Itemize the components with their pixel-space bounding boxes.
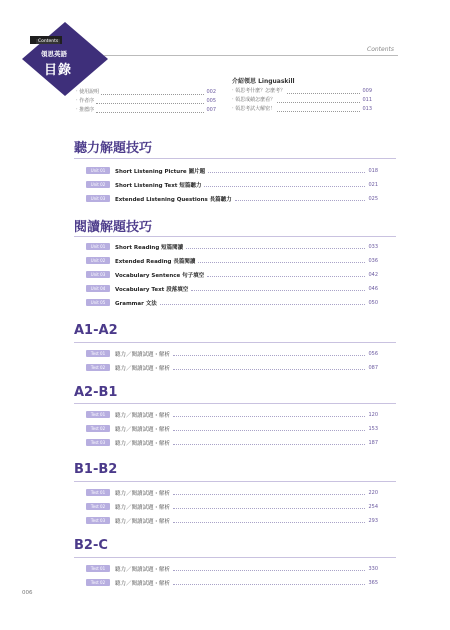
toc-entry[interactable] bbox=[86, 578, 378, 587]
unit-tag: Unit 01 bbox=[86, 243, 110, 250]
entry-label: 聽力／閱讀試題・解析 bbox=[115, 412, 171, 419]
leader-dots bbox=[277, 107, 360, 112]
toc-entry[interactable] bbox=[86, 242, 378, 251]
entry-page: 033 bbox=[368, 243, 378, 250]
test-tag: Test 03 bbox=[86, 517, 110, 524]
leader-dots bbox=[198, 258, 365, 263]
toc-entry[interactable] bbox=[86, 194, 378, 203]
toc-entry[interactable] bbox=[86, 438, 378, 447]
contents-word: Contents bbox=[367, 46, 394, 53]
contents-badge bbox=[22, 22, 108, 96]
toc-entry[interactable] bbox=[86, 502, 378, 511]
entry-label: 聽力／閱讀試題・解析 bbox=[115, 351, 171, 358]
leader-dots bbox=[173, 580, 365, 585]
section-divider bbox=[74, 403, 396, 404]
entry-page: 018 bbox=[368, 167, 378, 174]
intro-item-page: 007 bbox=[206, 107, 216, 113]
entry-label: Extended Listening Questions 長篇聽力 bbox=[115, 196, 232, 203]
leader-dots bbox=[173, 412, 365, 417]
entry-label: Extended Reading 長篇閱讀 bbox=[115, 258, 196, 265]
entry-page: 056 bbox=[368, 350, 378, 357]
intro-item-label: ‧ 領思考試大解密！ bbox=[232, 106, 276, 112]
intro-item-label: ‧ 領思成績怎麼看？ bbox=[232, 97, 276, 103]
entry-page: 220 bbox=[368, 489, 378, 496]
leader-dots bbox=[173, 504, 365, 509]
entry-label: 聽力／閱讀試題・解析 bbox=[115, 518, 171, 525]
leader-dots bbox=[101, 90, 204, 95]
toc-entry[interactable] bbox=[86, 349, 378, 358]
unit-tag: Unit 02 bbox=[86, 181, 110, 188]
leader-dots bbox=[160, 300, 366, 305]
entry-label: 聽力／閱讀試題・解析 bbox=[115, 365, 171, 372]
header-divider bbox=[104, 55, 398, 56]
test-tag: Test 01 bbox=[86, 411, 110, 418]
entry-page: 050 bbox=[368, 299, 378, 306]
badge-title: 目錄 bbox=[44, 63, 73, 78]
leader-dots bbox=[173, 426, 365, 431]
entry-label: Short Listening Text 短篇聽力 bbox=[115, 182, 202, 189]
section-title-b1-b2: B1-B2 bbox=[74, 462, 118, 477]
leader-dots bbox=[191, 286, 365, 291]
section-title-a2-b1: A2-B1 bbox=[74, 385, 118, 400]
entry-page: 120 bbox=[368, 411, 378, 418]
entry-page: 087 bbox=[368, 364, 378, 371]
leader-dots bbox=[207, 272, 365, 277]
test-tag: Test 01 bbox=[86, 489, 110, 496]
toc-entry[interactable] bbox=[86, 488, 378, 497]
toc-entry[interactable] bbox=[86, 363, 378, 372]
toc-entry[interactable] bbox=[86, 284, 378, 293]
leader-dots bbox=[96, 108, 204, 113]
toc-entry[interactable] bbox=[86, 270, 378, 279]
entry-label: 聽力／閱讀試題・解析 bbox=[115, 440, 171, 447]
section-divider bbox=[74, 481, 396, 482]
intro-item-page: 013 bbox=[362, 106, 372, 112]
entry-page: 365 bbox=[368, 579, 378, 586]
entry-label: 聽力／閱讀試題・解析 bbox=[115, 490, 171, 497]
entry-label: 聽力／閱讀試題・解析 bbox=[115, 504, 171, 511]
toc-entry[interactable] bbox=[86, 256, 378, 265]
intro-item-page: 005 bbox=[206, 98, 216, 104]
entry-label: 聽力／閱讀試題・解析 bbox=[115, 566, 171, 573]
leader-dots bbox=[208, 168, 365, 173]
leader-dots bbox=[173, 440, 365, 445]
section-title-listening: 聽力解題技巧 bbox=[74, 141, 153, 156]
section-divider bbox=[74, 557, 396, 558]
section-divider bbox=[74, 342, 396, 343]
test-tag: Test 02 bbox=[86, 579, 110, 586]
intro-item-label: ‧ 使用說明 bbox=[76, 89, 100, 95]
entry-label: Grammar 文法 bbox=[115, 300, 157, 307]
section-divider bbox=[74, 158, 396, 159]
entry-page: 187 bbox=[368, 439, 378, 446]
test-tag: Test 02 bbox=[86, 425, 110, 432]
entry-label: Vocabulary Sentence 句子填空 bbox=[115, 272, 205, 279]
leader-dots bbox=[173, 365, 365, 370]
unit-tag: Unit 01 bbox=[86, 167, 110, 174]
test-tag: Test 03 bbox=[86, 439, 110, 446]
leader-dots bbox=[287, 89, 360, 94]
entry-label: 聽力／閱讀試題・解析 bbox=[115, 580, 171, 587]
unit-tag: Unit 05 bbox=[86, 299, 110, 306]
entry-page: 330 bbox=[368, 565, 378, 572]
entry-page: 153 bbox=[368, 425, 378, 432]
intro-item[interactable] bbox=[232, 105, 372, 114]
toc-entry[interactable] bbox=[86, 564, 378, 573]
test-tag: Test 01 bbox=[86, 350, 110, 357]
entry-page: 036 bbox=[368, 257, 378, 264]
toc-entry[interactable] bbox=[86, 166, 378, 175]
test-tag: Test 02 bbox=[86, 364, 110, 371]
entry-label: Short Reading 短篇閱讀 bbox=[115, 244, 184, 251]
unit-tag: Unit 04 bbox=[86, 285, 110, 292]
leader-dots bbox=[173, 566, 365, 571]
intro-heading: 介紹領思 Linguaskill bbox=[232, 78, 295, 85]
unit-tag: Unit 03 bbox=[86, 271, 110, 278]
intro-item[interactable] bbox=[232, 96, 372, 105]
entry-page: 025 bbox=[368, 195, 378, 202]
intro-item-label: ‧ 推薦序 bbox=[76, 107, 95, 113]
section-title-b2-c: B2-C bbox=[74, 538, 108, 553]
intro-item-page: 002 bbox=[206, 89, 216, 95]
entry-page: 042 bbox=[368, 271, 378, 278]
leader-dots bbox=[277, 98, 360, 103]
intro-right-list bbox=[232, 77, 372, 114]
entry-page: 254 bbox=[368, 503, 378, 510]
unit-tag: Unit 03 bbox=[86, 195, 110, 202]
badge-label: Contents bbox=[38, 39, 59, 44]
intro-item[interactable] bbox=[232, 87, 372, 96]
intro-item[interactable] bbox=[76, 88, 216, 97]
leader-dots bbox=[204, 182, 365, 187]
leader-dots bbox=[186, 244, 365, 249]
page-number: 006 bbox=[22, 590, 33, 596]
intro-item[interactable] bbox=[76, 106, 216, 115]
leader-dots bbox=[235, 196, 366, 201]
test-tag: Test 02 bbox=[86, 503, 110, 510]
unit-tag: Unit 02 bbox=[86, 257, 110, 264]
toc-entry[interactable] bbox=[86, 410, 378, 419]
entry-label: 聽力／閱讀試題・解析 bbox=[115, 426, 171, 433]
leader-dots bbox=[96, 99, 204, 104]
entry-label: Short Listening Picture 圖片題 bbox=[115, 168, 206, 175]
entry-page: 046 bbox=[368, 285, 378, 292]
intro-item-page: 009 bbox=[362, 88, 372, 94]
leader-dots bbox=[173, 351, 365, 356]
section-title-a1-a2: A1-A2 bbox=[74, 323, 118, 338]
intro-left-list bbox=[76, 88, 216, 115]
badge-subtitle: 領思英語 bbox=[41, 50, 67, 58]
intro-item[interactable] bbox=[76, 97, 216, 106]
entry-label: Vocabulary Text 段落填空 bbox=[115, 286, 189, 293]
toc-entry[interactable] bbox=[86, 180, 378, 189]
section-divider bbox=[74, 236, 396, 237]
entry-page: 293 bbox=[368, 517, 378, 524]
intro-item-label: ‧ 領思考什麼？怎麼考？ bbox=[232, 88, 286, 94]
toc-entry[interactable] bbox=[86, 298, 378, 307]
toc-entry[interactable] bbox=[86, 516, 378, 525]
entry-page: 021 bbox=[368, 181, 378, 188]
toc-entry[interactable] bbox=[86, 424, 378, 433]
test-tag: Test 01 bbox=[86, 565, 110, 572]
intro-item-label: ‧ 作者序 bbox=[76, 98, 95, 104]
section-title-reading: 閱讀解題技巧 bbox=[74, 220, 153, 235]
leader-dots bbox=[173, 490, 365, 495]
leader-dots bbox=[173, 518, 365, 523]
intro-item-page: 011 bbox=[362, 97, 372, 103]
